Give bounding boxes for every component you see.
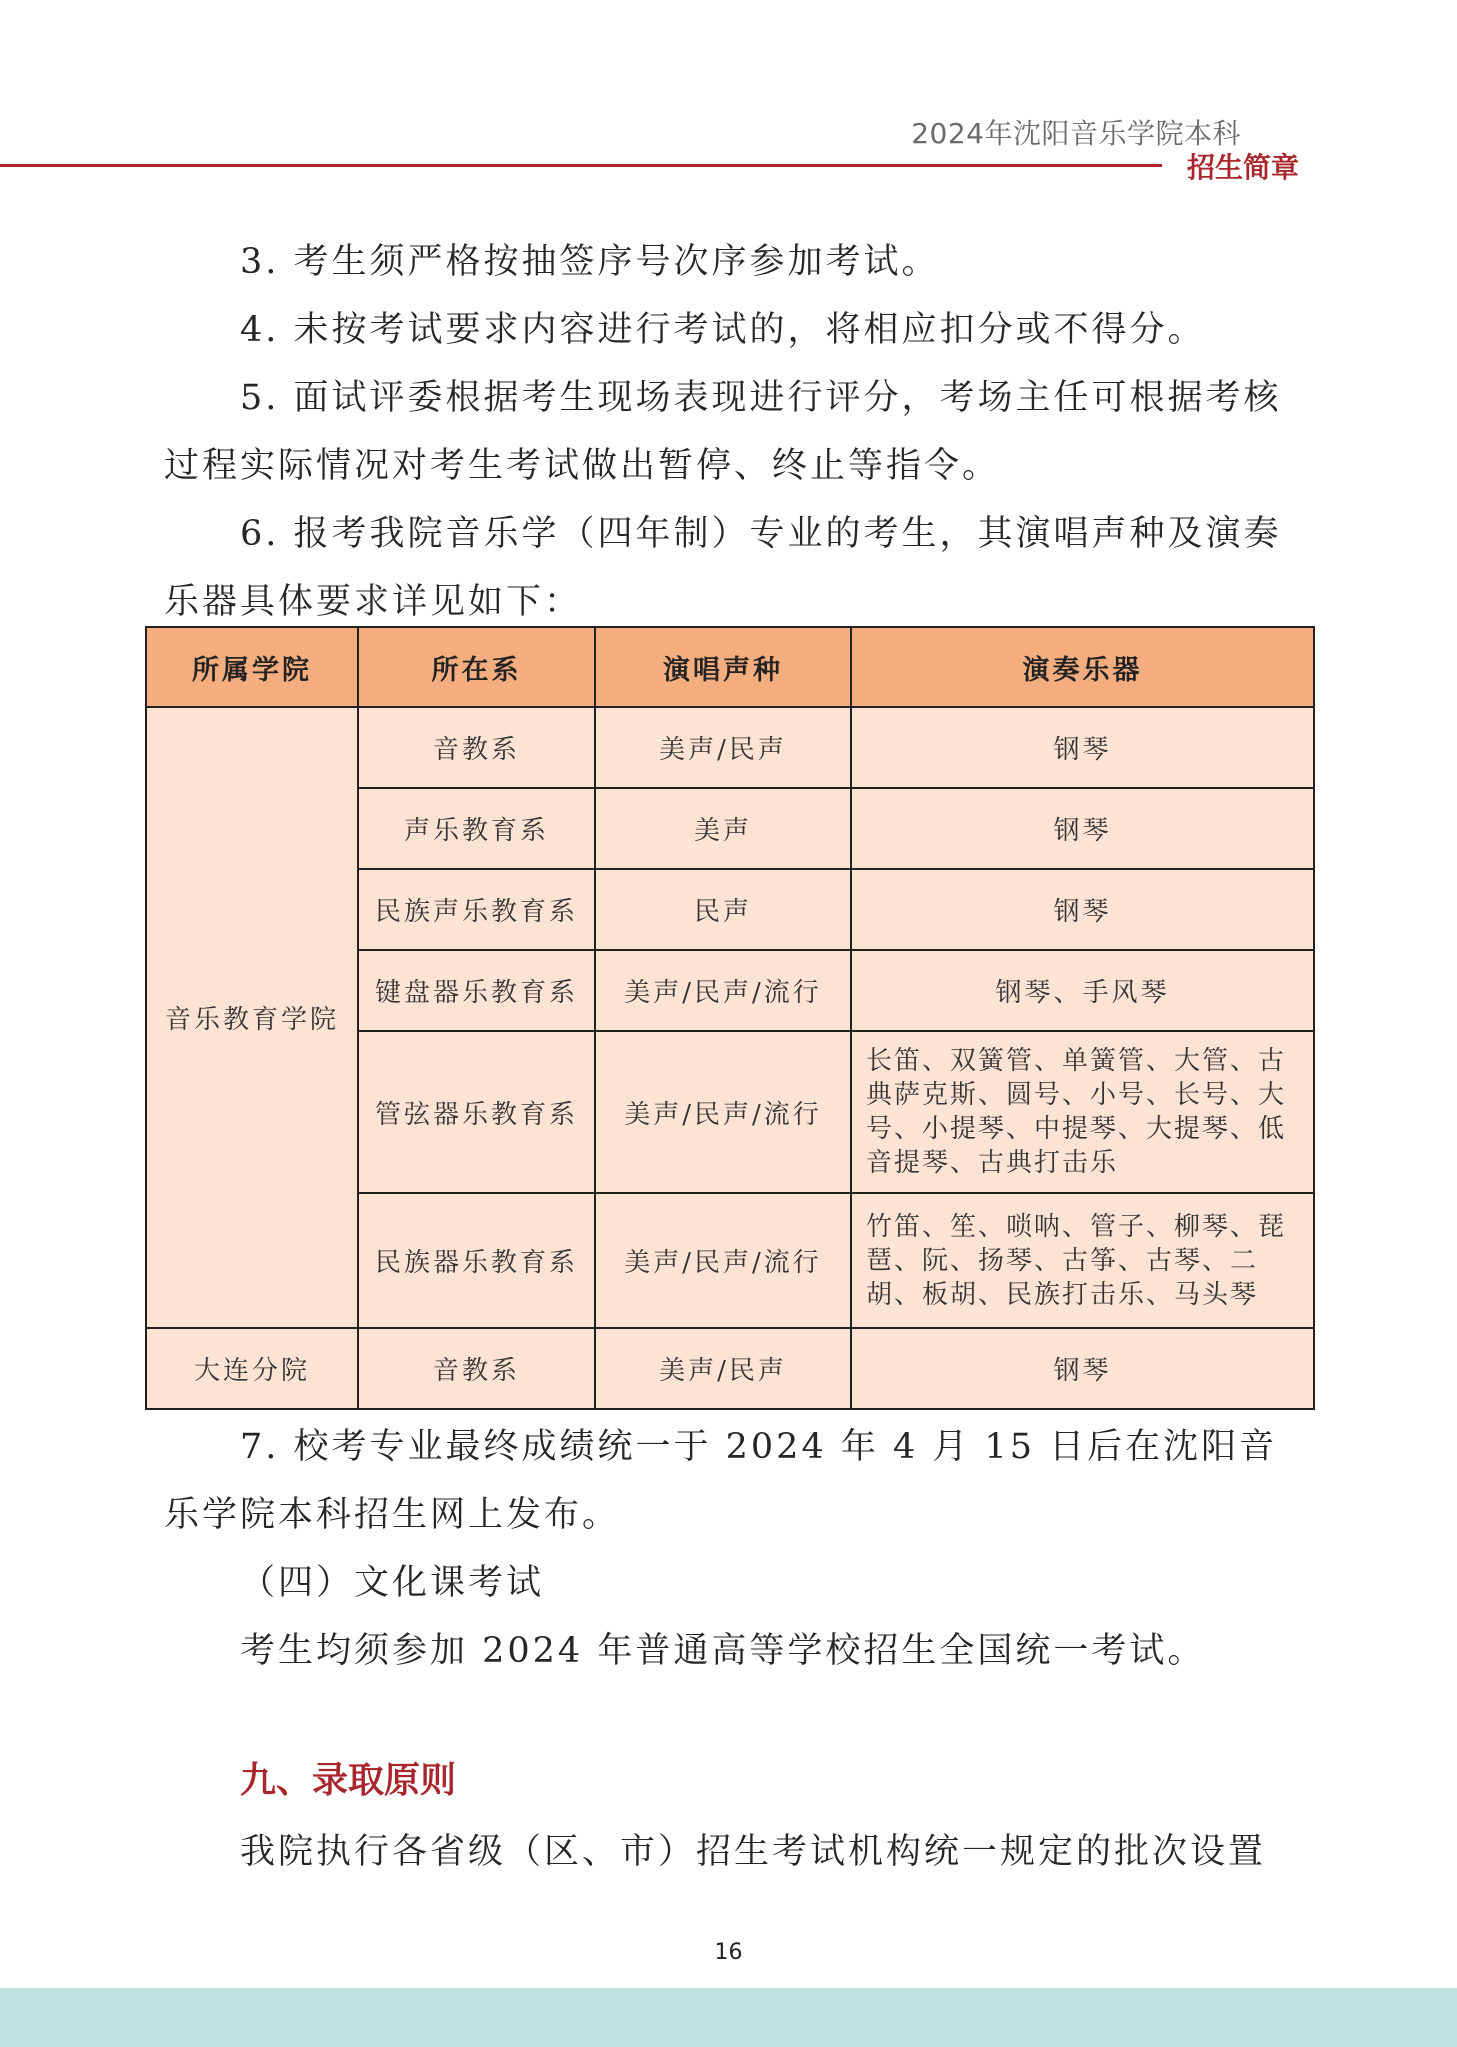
department-cell: 键盘器乐教育系: [358, 950, 595, 1031]
paragraph-6: 6. 报考我院音乐学（四年制）专业的考生，其演唱声种及演奏乐器具体要求详见如下：: [164, 514, 1282, 622]
voice-cell: 美声: [595, 788, 851, 869]
department-cell: 民族器乐教育系: [358, 1193, 595, 1328]
voice-cell: 美声/民声/流行: [595, 950, 851, 1031]
table-row: [146, 707, 1314, 788]
subsection-culture-exam: （四）文化课考试: [240, 1563, 545, 1603]
instrument-cell: 钢琴: [851, 788, 1314, 869]
department-cell: 音教系: [358, 1328, 595, 1409]
instrument-cell: 钢琴、手风琴: [851, 950, 1314, 1031]
instrument-cell: 钢琴: [851, 707, 1314, 788]
instrument-cell: 长笛、双簧管、单簧管、大管、古典萨克斯、圆号、小号、长号、大号、小提琴、中提琴、大提琴、低音提琴、古典打击乐: [851, 1031, 1314, 1193]
table-row: [146, 1328, 1314, 1409]
paragraph-3: 3. 考生须严格按抽签序号次序参加考试。: [240, 242, 940, 282]
footer-band: [0, 1988, 1457, 2047]
instrument-cell: 钢琴: [851, 1328, 1314, 1409]
voice-cell: 美声/民声/流行: [595, 1193, 851, 1328]
section-heading-admission: 九、录取原则: [240, 1760, 457, 1801]
paragraph-5: 5. 面试评委根据考生现场表现进行评分，考场主任可根据考核过程实际情况对考生考试做出暂停、终止等指令。: [164, 378, 1282, 486]
table-header-row: [146, 627, 1314, 707]
department-cell: 民族声乐教育系: [358, 869, 595, 950]
voice-cell: 民声: [595, 869, 851, 950]
header-instrument: 演奏乐器: [851, 627, 1314, 707]
header-title: 2024年沈阳音乐学院本科: [911, 117, 1241, 150]
instrument-cell: 钢琴: [851, 869, 1314, 950]
college-cell: 音乐教育学院: [146, 707, 358, 1328]
voice-cell: 美声/民声: [595, 707, 851, 788]
instrument-requirements-table: [145, 626, 1315, 1410]
header-voice-type: 演唱声种: [595, 627, 851, 707]
page-number: 16: [714, 1940, 743, 1965]
department-cell: 声乐教育系: [358, 788, 595, 869]
paragraph-7: 7. 校考专业最终成绩统一于 2024 年 4 月 15 日后在沈阳音乐学院本科招生网上发布。: [164, 1427, 1278, 1535]
header-department: 所在系: [358, 627, 595, 707]
instrument-cell: 竹笛、笙、唢呐、管子、柳琴、琵琶、阮、扬琴、古筝、古琴、二胡、板胡、民族打击乐、马头琴: [851, 1193, 1314, 1328]
header-college: 所属学院: [146, 627, 358, 707]
college-cell: 大连分院: [146, 1328, 358, 1409]
header-divider: [0, 164, 1162, 167]
culture-exam-text: 考生均须参加 2024 年普通高等学校招生全国统一考试。: [240, 1631, 1206, 1671]
voice-cell: 美声/民声: [595, 1328, 851, 1409]
voice-cell: 美声/民声/流行: [595, 1031, 851, 1193]
department-cell: 管弦器乐教育系: [358, 1031, 595, 1193]
department-cell: 音教系: [358, 707, 595, 788]
paragraph-4: 4. 未按考试要求内容进行考试的，将相应扣分或不得分。: [240, 310, 1206, 350]
admission-principle-text: 我院执行各省级（区、市）招生考试机构统一规定的批次设置: [240, 1832, 1267, 1872]
header-subtitle: 招生简章: [1186, 151, 1299, 184]
